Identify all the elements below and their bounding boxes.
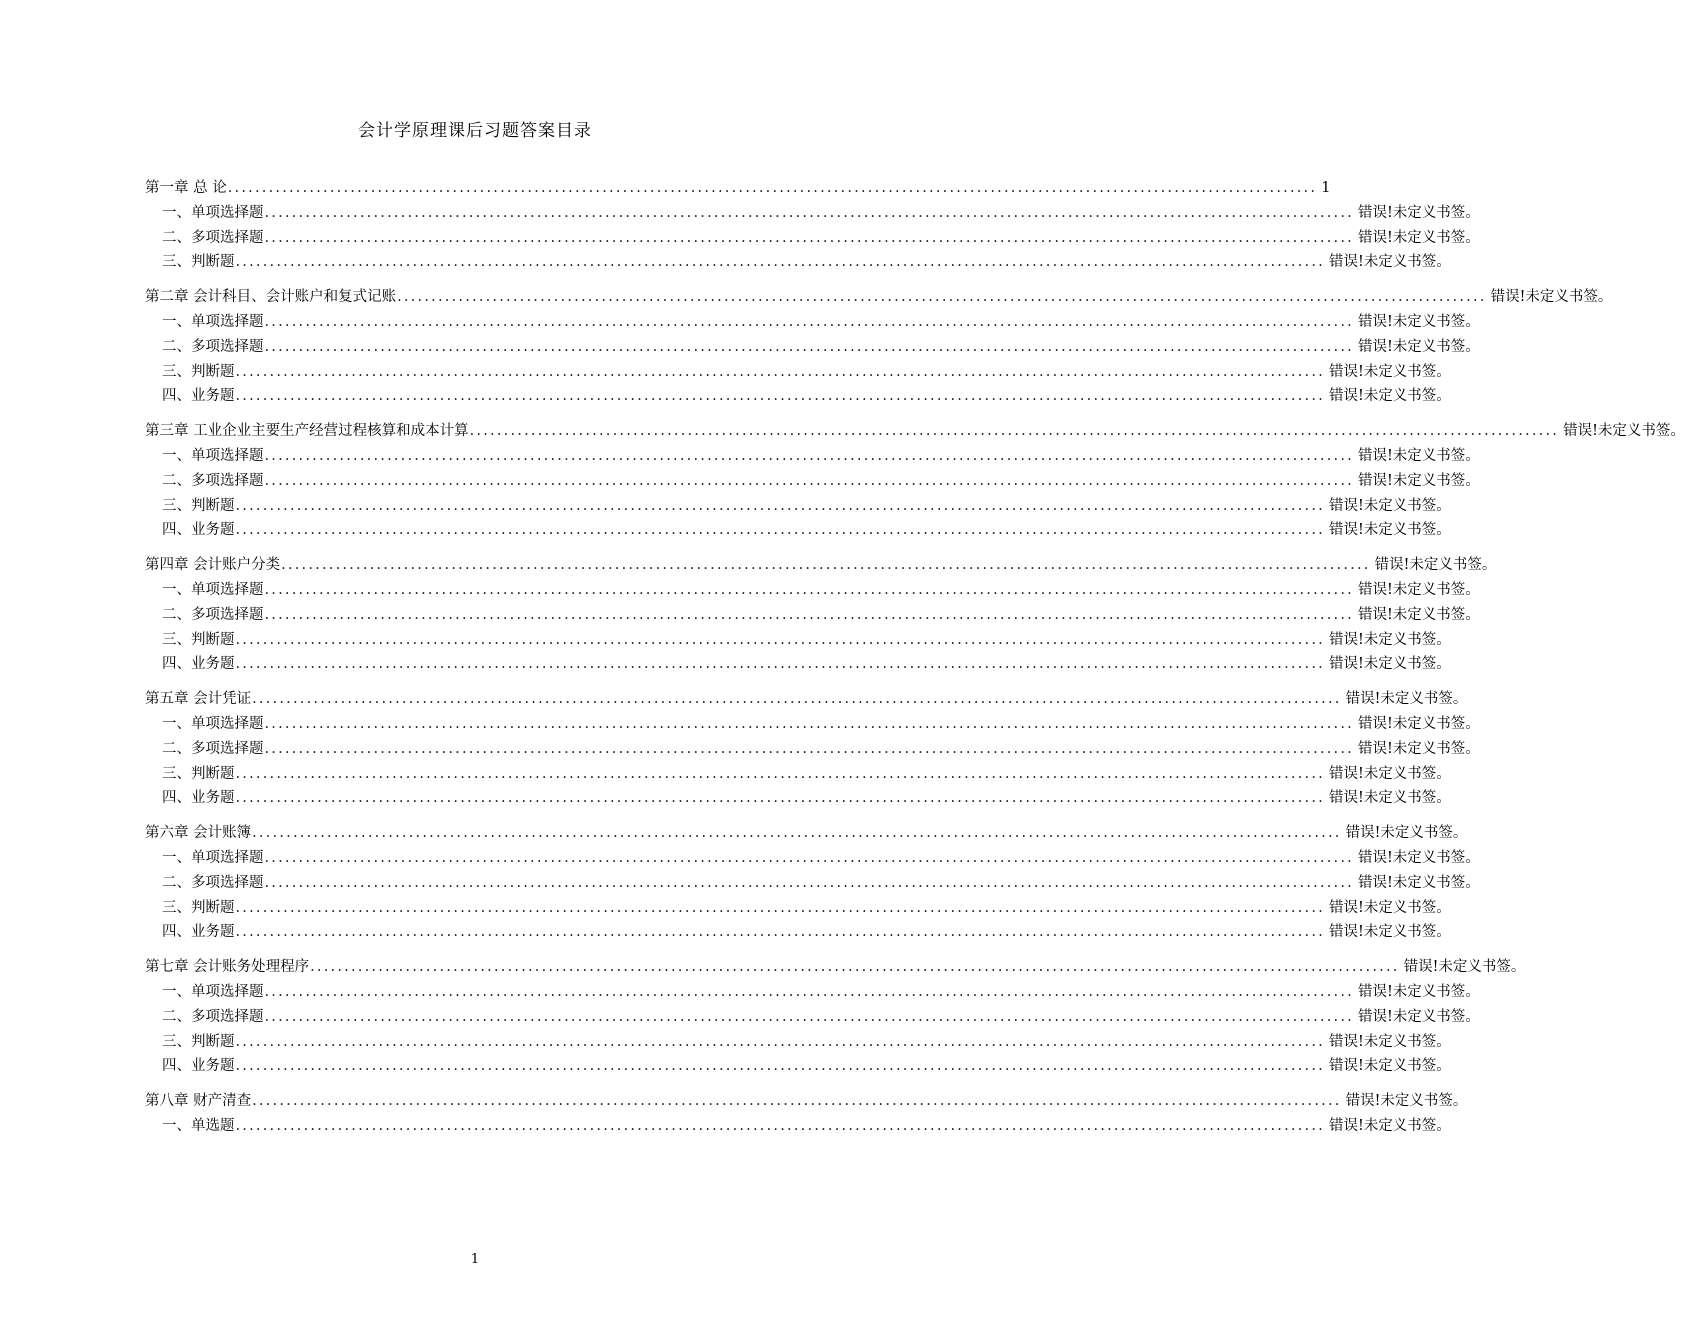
toc-label: 二、多项选择题 [162, 472, 264, 489]
toc-section[interactable] [145, 712, 1480, 737]
toc-section[interactable] [145, 737, 1480, 762]
toc-section[interactable] [145, 1030, 1451, 1055]
toc-section[interactable] [145, 335, 1480, 360]
toc-page: 错误!未定义书签。 [1357, 313, 1480, 330]
toc-section[interactable] [145, 1114, 1451, 1139]
toc-page: 错误!未定义书签。 [1403, 959, 1526, 976]
toc-label: 二、多项选择题 [162, 229, 264, 246]
toc-section[interactable] [145, 871, 1480, 896]
toc-page: 错误!未定义书签。 [1357, 983, 1480, 1000]
toc-label: 四、业务题 [162, 1058, 235, 1075]
toc-page: 错误!未定义书签。 [1357, 849, 1480, 866]
toc-section[interactable] [145, 518, 1451, 543]
dot-leader: ................................................................................................................................................................ [264, 606, 1354, 623]
toc-label: 第七章 会计账务处理程序 [145, 959, 310, 976]
toc-label: 二、多项选择题 [162, 740, 264, 757]
dot-leader: ................................................................................................................................................................ [264, 715, 1354, 732]
toc-page: 错误!未定义书签。 [1328, 388, 1451, 405]
dot-leader: ................................................................................................................................................................ [252, 825, 1342, 842]
toc-page: 错误!未定义书签。 [1357, 1008, 1480, 1025]
toc-label: 一、单项选择题 [162, 313, 264, 330]
toc-section[interactable] [145, 1054, 1451, 1079]
toc-page: 错误!未定义书签。 [1328, 631, 1451, 648]
toc-label: 四、业务题 [162, 522, 235, 539]
dot-leader: ................................................................................................................................................................ [235, 790, 1325, 807]
toc-page: 错误!未定义书签。 [1563, 423, 1685, 440]
dot-leader: ................................................................................................................................................................ [310, 959, 1400, 976]
dot-leader: ................................................................................................................................................................ [227, 180, 1318, 196]
toc-label: 三、判断题 [162, 497, 235, 514]
dot-leader: ................................................................................................................................................................ [264, 874, 1354, 891]
dot-leader: ................................................................................................................................................................ [235, 924, 1325, 941]
dot-leader: ................................................................................................................................................................ [264, 740, 1354, 757]
toc-page: 错误!未定义书签。 [1328, 1033, 1451, 1050]
dot-leader: ................................................................................................................................................................ [235, 899, 1325, 916]
toc-section[interactable] [145, 469, 1480, 494]
toc-label: 第五章 会计凭证 [145, 691, 252, 708]
toc-page: 错误!未定义书签。 [1328, 899, 1451, 916]
toc-label: 一、单选题 [162, 1117, 235, 1134]
toc-chapter-1[interactable] [145, 176, 1331, 201]
dot-leader: ................................................................................................................................................................ [264, 229, 1354, 246]
toc-section[interactable] [145, 310, 1480, 335]
toc-page: 错误!未定义书签。 [1328, 363, 1451, 380]
dot-leader: ................................................................................................................................................................ [264, 1008, 1354, 1025]
dot-leader: ................................................................................................................................................................ [235, 363, 1325, 380]
dot-leader: ................................................................................................................................................................ [235, 497, 1325, 514]
dot-leader: ................................................................................................................................................................ [397, 289, 1487, 306]
toc-chapter-7[interactable] [145, 955, 1526, 980]
toc-label: 第二章 会计科目、会计账户和复式记账 [145, 289, 397, 306]
toc-label: 四、业务题 [162, 656, 235, 673]
toc-section[interactable] [145, 920, 1451, 945]
dot-leader: ................................................................................................................................................................ [264, 338, 1354, 355]
toc-chapter-4[interactable] [145, 553, 1497, 578]
toc-section[interactable] [145, 1005, 1480, 1030]
toc-section[interactable] [145, 226, 1480, 251]
toc-page: 错误!未定义书签。 [1328, 1117, 1451, 1134]
toc-section[interactable] [145, 896, 1451, 921]
toc-page: 错误!未定义书签。 [1345, 825, 1468, 842]
toc-page: 错误!未定义书签。 [1328, 656, 1451, 673]
toc-page: 1 [1321, 180, 1331, 196]
toc-label: 一、单项选择题 [162, 849, 264, 866]
toc-page: 错误!未定义书签。 [1328, 522, 1451, 539]
dot-leader: ................................................................................................................................................................ [235, 254, 1325, 271]
toc-section[interactable] [145, 494, 1451, 519]
toc-label: 四、业务题 [162, 924, 235, 941]
dot-leader: ................................................................................................................................................................ [235, 1033, 1325, 1050]
dot-leader: ................................................................................................................................................................ [235, 631, 1325, 648]
toc-label: 一、单项选择题 [162, 204, 264, 221]
toc-section[interactable] [145, 603, 1480, 628]
page-number: 1 [470, 1252, 480, 1267]
toc-chapter-3[interactable] [145, 419, 1685, 444]
toc-page: 错误!未定义书签。 [1328, 765, 1451, 782]
toc-section[interactable] [145, 201, 1480, 226]
toc-label: 二、多项选择题 [162, 606, 264, 623]
dot-leader: ................................................................................................................................................................ [235, 1117, 1325, 1134]
toc-section[interactable] [145, 786, 1451, 811]
toc-page: 错误!未定义书签。 [1357, 338, 1480, 355]
toc-section[interactable] [145, 578, 1480, 603]
dot-leader: ................................................................................................................................................................ [264, 849, 1354, 866]
dot-leader: ................................................................................................................................................................ [264, 447, 1354, 464]
toc-chapter-2[interactable] [145, 285, 1613, 310]
toc-page: 错误!未定义书签。 [1328, 1058, 1451, 1075]
toc-page: 错误!未定义书签。 [1328, 254, 1451, 271]
toc-label: 第六章 会计账簿 [145, 825, 252, 842]
toc-label: 四、业务题 [162, 790, 235, 807]
dot-leader: ................................................................................................................................................................ [235, 388, 1325, 405]
dot-leader: ................................................................................................................................................................ [235, 656, 1325, 673]
toc-page: 错误!未定义书签。 [1357, 581, 1480, 598]
toc-chapter-6[interactable] [145, 821, 1468, 846]
toc-section[interactable] [145, 360, 1451, 385]
dot-leader: ................................................................................................................................................................ [264, 472, 1354, 489]
toc-section[interactable] [145, 444, 1480, 469]
toc-label: 一、单项选择题 [162, 581, 264, 598]
toc-label: 二、多项选择题 [162, 338, 264, 355]
toc-page: 错误!未定义书签。 [1328, 497, 1451, 514]
dot-leader: ................................................................................................................................................................ [235, 765, 1325, 782]
toc-label: 三、判断题 [162, 1033, 235, 1050]
toc-label: 四、业务题 [162, 388, 235, 405]
toc-label: 第八章 财产清查 [145, 1093, 252, 1110]
toc-label: 一、单项选择题 [162, 715, 264, 732]
dot-leader: ................................................................................................................................................................ [469, 423, 1560, 440]
toc-page: 错误!未定义书签。 [1357, 204, 1480, 221]
toc-page: 错误!未定义书签。 [1357, 715, 1480, 732]
toc-label: 二、多项选择题 [162, 874, 264, 891]
toc-section[interactable] [145, 652, 1451, 677]
toc-page: 错误!未定义书签。 [1357, 472, 1480, 489]
dot-leader: ................................................................................................................................................................ [235, 1058, 1325, 1075]
toc-label: 一、单项选择题 [162, 447, 264, 464]
toc-section[interactable] [145, 384, 1451, 409]
toc-page: 错误!未定义书签。 [1357, 874, 1480, 891]
dot-leader: ................................................................................................................................................................ [281, 557, 1371, 574]
toc-page: 错误!未定义书签。 [1345, 691, 1468, 708]
table-of-contents [145, 176, 1685, 1139]
toc-chapter-5[interactable] [145, 687, 1468, 712]
toc-label: 第一章 总 论 [145, 180, 227, 196]
toc-label: 一、单项选择题 [162, 983, 264, 1000]
toc-chapter-8[interactable] [145, 1089, 1468, 1114]
toc-label: 第四章 会计账户分类 [145, 557, 281, 574]
toc-section[interactable] [145, 980, 1480, 1005]
toc-page: 错误!未定义书签。 [1374, 557, 1497, 574]
toc-label: 三、判断题 [162, 631, 235, 648]
toc-page: 错误!未定义书签。 [1328, 790, 1451, 807]
toc-page: 错误!未定义书签。 [1357, 606, 1480, 623]
dot-leader: ................................................................................................................................................................ [252, 691, 1342, 708]
toc-label: 三、判断题 [162, 363, 235, 380]
toc-section[interactable] [145, 846, 1480, 871]
dot-leader: ................................................................................................................................................................ [235, 522, 1325, 539]
toc-page: 错误!未定义书签。 [1345, 1093, 1468, 1110]
dot-leader: ................................................................................................................................................................ [264, 204, 1354, 221]
dot-leader: ................................................................................................................................................................ [264, 581, 1354, 598]
toc-label: 三、判断题 [162, 765, 235, 782]
toc-label: 三、判断题 [162, 254, 235, 271]
dot-leader: ................................................................................................................................................................ [264, 313, 1354, 330]
toc-page: 错误!未定义书签。 [1357, 740, 1480, 757]
toc-section[interactable] [145, 762, 1451, 787]
toc-page: 错误!未定义书签。 [1490, 289, 1613, 306]
toc-section[interactable] [145, 628, 1451, 653]
toc-page: 错误!未定义书签。 [1357, 229, 1480, 246]
toc-label: 第三章 工业企业主要生产经营过程核算和成本计算 [145, 423, 469, 440]
dot-leader: ................................................................................................................................................................ [252, 1093, 1342, 1110]
toc-section[interactable] [145, 250, 1451, 275]
page-title: 会计学原理课后习题答案目录 [358, 121, 592, 141]
toc-page: 错误!未定义书签。 [1357, 447, 1480, 464]
toc-label: 三、判断题 [162, 899, 235, 916]
toc-page: 错误!未定义书签。 [1328, 924, 1451, 941]
toc-label: 二、多项选择题 [162, 1008, 264, 1025]
dot-leader: ................................................................................................................................................................ [264, 983, 1354, 1000]
